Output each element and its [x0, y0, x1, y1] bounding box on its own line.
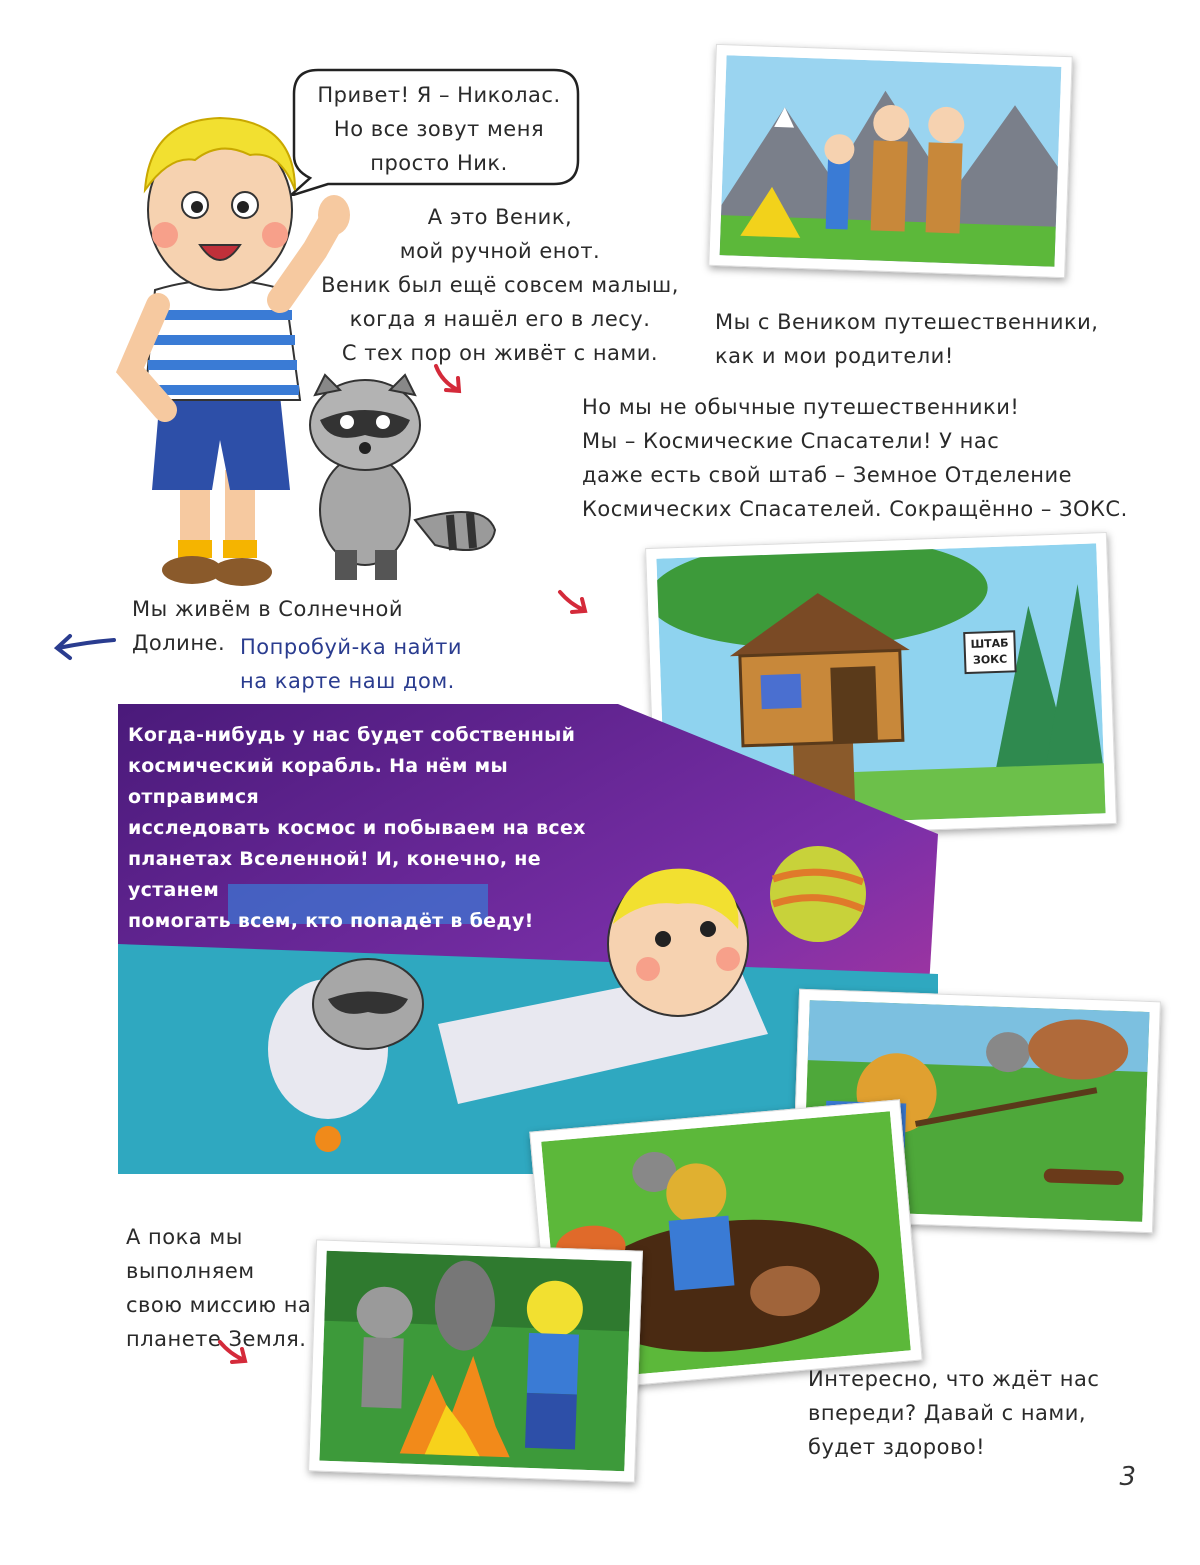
map-hint-text: Попробуй-ка найти на карте наш дом.: [240, 635, 463, 693]
campfire-photo: [308, 1239, 643, 1482]
page-number: 3: [1119, 1462, 1136, 1492]
valley-text: Мы живём в Солнечной Долине.: [132, 597, 404, 655]
closing-text: Интересно, что ждёт нас впереди? Давай с нами, будет здорово!: [808, 1367, 1100, 1459]
space-text: Когда-нибудь у нас будет собственный космический корабль. На нём мы отправимся исследовать космос и побываем на всех планетах Вселенной! И, конечно, не устанем помогать всем, кто попадёт в беду!: [128, 724, 586, 932]
raccoon-intro-text: А это Веник, мой ручной енот. Веник был ещё совсем малыш, когда я нашёл его в лесу. С тех пор он живёт с нами.: [321, 205, 679, 365]
treehouse-sign: ШТАБ: [970, 636, 1009, 651]
travelers-photo: [708, 44, 1073, 278]
blue-arrow-icon: [52, 628, 118, 662]
treehouse-sign: ЗОКС: [972, 652, 1008, 667]
mission-text: А пока мы выполняем свою миссию на планете Земля.: [126, 1225, 312, 1351]
speech-bubble-text: Привет! Я – Николас. Но все зовут меня просто Ник.: [317, 83, 561, 175]
rescuers-text: Но мы не обычные путешественники! Мы – Космические Спасатели! У нас даже есть свой штаб – Земное Отделение Космических Спасателей. Сокращённо – ЗОКС.: [582, 395, 1128, 521]
raccoon-illustration: [285, 370, 510, 585]
red-arrow-icon: [216, 1338, 252, 1368]
travelers-caption: Мы с Веником путешественники, как и мои родители!: [715, 310, 1099, 368]
red-arrow-icon: [556, 588, 592, 618]
